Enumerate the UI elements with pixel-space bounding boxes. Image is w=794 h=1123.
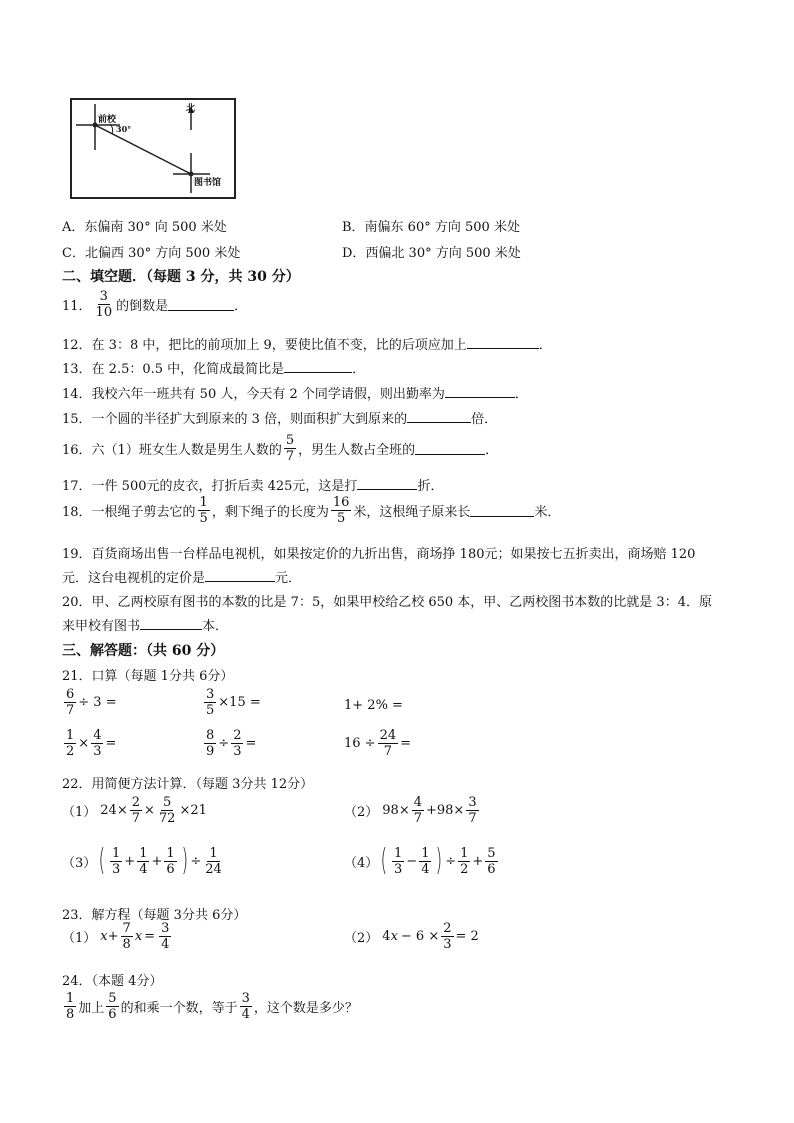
- q24-t3: ，这个数是多少？: [253, 1001, 358, 1016]
- q22-p3-frac-1: $\frac{1}{3}$: [112, 845, 121, 877]
- q22-p4-label: （4）: [344, 855, 379, 871]
- q22-p4-frac-4: $\frac{5}{6}$: [487, 845, 496, 877]
- q16-end: ．: [485, 443, 499, 458]
- q23-p2-x: x: [390, 929, 398, 944]
- q20-blank: [140, 617, 202, 630]
- q14-end: ．: [514, 387, 528, 402]
- q18-pre: 18．一根绳子剪去它的: [62, 505, 196, 520]
- q21-expr-1: [62, 688, 117, 717]
- q16: [62, 434, 498, 463]
- q23-p1-x2: x: [134, 929, 143, 944]
- q22-p2-op: +98×: [426, 803, 465, 818]
- q14-text: 14．我校六年一班共有 50 人，今天有 2 个同学请假，则出勤率为: [62, 387, 445, 402]
- q21-e6-pre: 16 ÷: [344, 736, 376, 751]
- q13: [62, 358, 365, 377]
- q12-text: 12．在 3：8 中，把比的前项加上 9，要使比值不变，比的后项应加上: [62, 338, 467, 353]
- q22-problem-4: [344, 843, 500, 878]
- q22-p3-frac-2: $\frac{1}{4}$: [139, 845, 148, 877]
- q21-expr-5: [202, 729, 256, 758]
- minus-sign: −: [406, 853, 418, 869]
- q18-fraction-2: $\frac{16}{5}$: [332, 495, 350, 526]
- q21-e4-frac-1: $\frac{1}{2}$: [66, 728, 75, 759]
- q24-t2: 的和乘一个数，等于: [120, 1001, 238, 1016]
- q22-p4-frac-2: $\frac{1}{4}$: [421, 845, 430, 877]
- choice-d: D．西偏北 30° 方向 500 米处: [342, 246, 521, 261]
- q22-p3-frac-4: $\frac{1}{24}$: [205, 845, 222, 877]
- q19-line1: 19．百货商场出售一台样品电视机，如果按定价的九折出售，商场挣 180元；如果按七五折卖出，商场赔 120: [62, 547, 696, 562]
- left-paren: (: [380, 843, 388, 878]
- q21-e1-frac: $\frac{6}{7}$: [66, 687, 75, 718]
- right-paren: ): [436, 843, 443, 878]
- q11-end: ．: [234, 299, 248, 314]
- q23-problem-1: [62, 922, 173, 951]
- q22-p2-frac-1: $\frac{4}{7}$: [413, 795, 422, 826]
- q18-end: 米．: [534, 505, 561, 520]
- q11-no: 11．: [62, 299, 92, 314]
- q23-p1-frac-1: $\frac{7}{8}$: [122, 921, 131, 952]
- q22-p2-frac-2: $\frac{3}{7}$: [468, 795, 477, 826]
- direction-figure: [70, 98, 236, 199]
- q22-p1-label: （1）: [62, 805, 97, 820]
- q13-text: 13．在 2.5：0.5 中，化简成最简比是: [62, 362, 285, 377]
- q18-blank: [470, 504, 534, 517]
- q23-p2-frac: $\frac{2}{3}$: [443, 921, 452, 952]
- q12-end: ．: [538, 338, 552, 353]
- q23-p2-a: 4: [382, 929, 391, 944]
- q21-e5-frac-2: $\frac{2}{3}$: [233, 728, 242, 759]
- q18: [62, 496, 560, 525]
- left-paren: (: [98, 843, 106, 878]
- q24-title: 24．（本题 4分）: [62, 974, 163, 989]
- q11-text: 的倒数是: [116, 299, 169, 314]
- q23-p1-label: （1）: [62, 931, 97, 946]
- q11: [62, 290, 247, 319]
- q22-p3-label: （3）: [62, 855, 97, 871]
- q16-fraction: $\frac{5}{7}$: [285, 433, 295, 464]
- q22-p3-div: ÷: [190, 853, 202, 869]
- q23-problem-2: [344, 922, 479, 951]
- q21-e5-frac-1: $\frac{8}{9}$: [206, 728, 215, 759]
- library-label: 图书馆: [194, 178, 222, 188]
- q13-end: ．: [352, 362, 366, 377]
- choice-a: A．东偏南 30° 向 500 米处: [62, 220, 227, 235]
- plus-sign: +: [124, 853, 136, 869]
- q22-p4-frac-3: $\frac{1}{2}$: [460, 845, 469, 877]
- q20-line2: [62, 615, 228, 634]
- q21-e5-op: ÷: [218, 736, 230, 751]
- q23-p1-eq: =: [144, 929, 156, 944]
- q12-blank: [467, 336, 539, 349]
- q22-problem-3: [62, 843, 226, 878]
- q19-blank: [205, 569, 275, 582]
- plus-sign: +: [151, 853, 163, 869]
- choice-b: B．南偏东 60° 方向 500 米处: [342, 220, 520, 235]
- q22-p2-label: （2）: [344, 805, 379, 820]
- q12: [62, 334, 552, 353]
- q13-blank: [284, 360, 352, 373]
- q21-e5-eq: =: [245, 736, 257, 751]
- q21-e4-eq: =: [105, 736, 117, 751]
- q21-title: 21．口算（每题 1分共 6分）: [62, 669, 234, 684]
- q21-expr-3: 1+ 2% =: [344, 698, 403, 713]
- q21-e2-frac: $\frac{3}{5}$: [206, 687, 215, 718]
- q22-p4-div: ÷: [445, 853, 457, 869]
- q22-p4-frac-1: $\frac{1}{3}$: [394, 845, 403, 877]
- plus-sign: +: [472, 853, 484, 869]
- q21-e4-op: ×: [78, 736, 90, 751]
- q22-problem-2: [344, 796, 481, 825]
- q20-line1: 20．甲、乙两校原有图书的本数的比是 7：5，如果甲校给乙校 650 本，甲、乙两校图书本数的比就是 3：4．原: [62, 595, 712, 610]
- right-paren: ): [181, 843, 188, 878]
- angle-label: 30°: [116, 124, 132, 134]
- q20-line2-text: 来甲校有图书: [62, 619, 141, 634]
- q24-frac-1: $\frac{1}{8}$: [66, 991, 75, 1022]
- q21-expr-4: [62, 729, 116, 758]
- q24-frac-2: $\frac{5}{6}$: [108, 991, 117, 1022]
- q21-e2-rest: ×15 =: [218, 695, 261, 710]
- q23-p1-x: x: [100, 929, 108, 944]
- q22-p1-a: 24×: [100, 803, 128, 818]
- q21-expr-2: [202, 688, 261, 717]
- section3-title: 三、解答题：（共 60 分）: [62, 643, 225, 659]
- q15-blank: [407, 410, 471, 423]
- q22-problem-1: [62, 796, 207, 825]
- q18-fraction-1: $\frac{1}{5}$: [199, 495, 208, 526]
- q18-mid: ，剩下绳子的长度为: [211, 505, 329, 520]
- q17: [62, 475, 443, 494]
- q23-p2-b: − 6 ×: [400, 929, 440, 944]
- q19-line2-text: 元．这台电视机的定价是: [62, 571, 206, 586]
- q15-text: 15．一个圆的半径扩大到原来的 3 倍，则面积扩大到原来的: [62, 412, 408, 427]
- q21-e1-rest: ÷ 3 =: [78, 695, 117, 710]
- q14: [62, 383, 528, 402]
- q18-post: 米，这根绳子原来长: [353, 505, 471, 520]
- school-label: 前校: [98, 115, 117, 125]
- q23-title: 23．解方程（每题 3分共 6分）: [62, 908, 247, 923]
- choice-c: C．北偏西 30° 方向 500 米处: [62, 246, 241, 261]
- q22-p1-b: ×21: [179, 803, 207, 818]
- q23-p1-plus: +: [107, 929, 119, 944]
- q24-text: [62, 992, 358, 1021]
- q24-frac-3: $\frac{3}{4}$: [241, 991, 250, 1022]
- q21-e4-frac-2: $\frac{4}{3}$: [93, 728, 102, 759]
- q11-fraction: $\frac{3}{10}$: [95, 289, 113, 320]
- q21-e6-frac: $\frac{24}{7}$: [379, 728, 397, 759]
- q17-end: 折．: [417, 479, 444, 494]
- q15-end: 倍．: [471, 412, 498, 427]
- q14-blank: [445, 385, 515, 398]
- q22-p1-op: ×: [144, 803, 155, 818]
- q16-pre: 16．六（1）班女生人数是男生人数的: [62, 443, 282, 458]
- q16-blank: [415, 442, 485, 455]
- q22-title: 22．用简便方法计算．（每题 3分共 12分）: [62, 777, 314, 792]
- q22-p3-frac-3: $\frac{1}{6}$: [166, 845, 175, 877]
- q11-blank: [168, 298, 234, 311]
- q23-p2-eq: = 2: [455, 929, 479, 944]
- q17-text: 17．一件 500元的皮衣，打折后卖 425元，这是打: [62, 479, 358, 494]
- q21-e6-eq: =: [400, 736, 412, 751]
- section2-title: 二、填空题．（每题 3 分，共 30 分）: [62, 269, 300, 285]
- q24-t1: 加上: [78, 1001, 105, 1016]
- q22-p2-a: 98×: [382, 803, 410, 818]
- q20-end: 本．: [202, 619, 229, 634]
- q22-p1-frac-1: $\frac{2}{7}$: [131, 795, 140, 826]
- q19-line2: [62, 567, 301, 586]
- q15: [62, 408, 497, 427]
- q16-post: ，男生人数占全班的: [298, 443, 416, 458]
- q22-p1-frac-2: $\frac{5}{72}$: [158, 795, 176, 826]
- q23-p2-label: （2）: [344, 931, 379, 946]
- q19-end: 元．: [275, 571, 302, 586]
- q23-p1-frac-2: $\frac{3}{4}$: [161, 921, 170, 952]
- q17-blank: [357, 477, 417, 490]
- north-label: 北: [186, 104, 196, 114]
- q21-expr-6: [344, 729, 411, 758]
